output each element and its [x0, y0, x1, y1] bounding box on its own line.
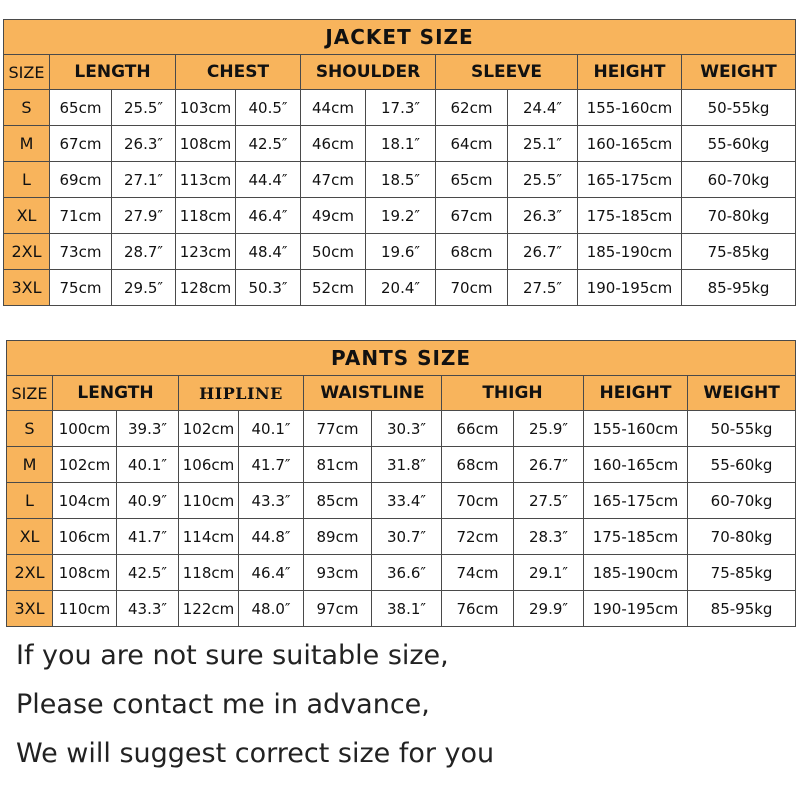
pants-table-row: [7, 483, 796, 519]
jacket-header-shoulder: SHOULDER: [301, 55, 436, 90]
pants-cell-weight: 55-60kg: [688, 447, 796, 483]
jacket-cell-chest-in: 40.5″: [236, 90, 301, 126]
pants-header-length: LENGTH: [53, 376, 179, 411]
jacket-cell-chest-cm: 108cm: [176, 126, 236, 162]
jacket-cell-length-in: 27.9″: [112, 198, 176, 234]
pants-cell-hipline-cm: 114cm: [179, 519, 239, 555]
jacket-cell-sleeve-in: 25.1″: [508, 126, 578, 162]
jacket-cell-weight: 50-55kg: [682, 90, 796, 126]
jacket-cell-shoulder-cm: 44cm: [301, 90, 366, 126]
pants-cell-thigh-cm: 70cm: [442, 483, 514, 519]
pants-cell-length-cm: 110cm: [53, 591, 117, 627]
pants-cell-height: 185-190cm: [584, 555, 688, 591]
jacket-cell-chest-in: 48.4″: [236, 234, 301, 270]
pants-cell-weight: 75-85kg: [688, 555, 796, 591]
pants-size-label: 3XL: [7, 591, 53, 627]
jacket-cell-shoulder-in: 17.3″: [366, 90, 436, 126]
jacket-cell-chest-cm: 103cm: [176, 90, 236, 126]
pants-cell-thigh-cm: 74cm: [442, 555, 514, 591]
pants-cell-waistline-in: 33.4″: [372, 483, 442, 519]
pants-cell-thigh-in: 29.1″: [514, 555, 584, 591]
pants-cell-thigh-cm: 72cm: [442, 519, 514, 555]
pants-cell-waistline-cm: 93cm: [304, 555, 372, 591]
jacket-table-row: [4, 126, 796, 162]
pants-cell-height: 155-160cm: [584, 411, 688, 447]
pants-cell-length-in: 43.3″: [117, 591, 179, 627]
pants-cell-waistline-cm: 97cm: [304, 591, 372, 627]
jacket-cell-height: 155-160cm: [578, 90, 682, 126]
pants-header-thigh: THIGH: [442, 376, 584, 411]
jacket-header-length: LENGTH: [50, 55, 176, 90]
pants-header-size: SIZE: [7, 376, 53, 411]
pants-cell-waistline-cm: 89cm: [304, 519, 372, 555]
pants-cell-hipline-cm: 106cm: [179, 447, 239, 483]
pants-size-label: L: [7, 483, 53, 519]
pants-cell-weight: 60-70kg: [688, 483, 796, 519]
jacket-table-row: [4, 234, 796, 270]
jacket-cell-shoulder-cm: 49cm: [301, 198, 366, 234]
pants-cell-height: 175-185cm: [584, 519, 688, 555]
pants-cell-hipline-in: 48.0″: [239, 591, 304, 627]
pants-size-table: [6, 340, 796, 627]
pants-cell-waistline-cm: 85cm: [304, 483, 372, 519]
pants-cell-length-cm: 106cm: [53, 519, 117, 555]
jacket-cell-length-cm: 73cm: [50, 234, 112, 270]
jacket-cell-chest-cm: 118cm: [176, 198, 236, 234]
pants-cell-weight: 70-80kg: [688, 519, 796, 555]
pants-table-row: [7, 519, 796, 555]
jacket-cell-sleeve-in: 26.3″: [508, 198, 578, 234]
pants-size-label: M: [7, 447, 53, 483]
jacket-header-chest: CHEST: [176, 55, 301, 90]
jacket-cell-sleeve-in: 26.7″: [508, 234, 578, 270]
jacket-cell-length-cm: 65cm: [50, 90, 112, 126]
jacket-cell-length-in: 27.1″: [112, 162, 176, 198]
pants-size-label: S: [7, 411, 53, 447]
pants-cell-length-in: 40.1″: [117, 447, 179, 483]
jacket-cell-length-cm: 69cm: [50, 162, 112, 198]
pants-cell-length-cm: 102cm: [53, 447, 117, 483]
jacket-cell-length-cm: 75cm: [50, 270, 112, 306]
jacket-table-title: JACKET SIZE: [4, 20, 796, 55]
jacket-cell-weight: 75-85kg: [682, 234, 796, 270]
jacket-header-size: SIZE: [4, 55, 50, 90]
pants-cell-hipline-in: 46.4″: [239, 555, 304, 591]
pants-cell-length-cm: 100cm: [53, 411, 117, 447]
pants-cell-waistline-in: 38.1″: [372, 591, 442, 627]
jacket-cell-sleeve-cm: 68cm: [436, 234, 508, 270]
pants-header-waistline: WAISTLINE: [304, 376, 442, 411]
jacket-cell-shoulder-cm: 47cm: [301, 162, 366, 198]
jacket-cell-height: 190-195cm: [578, 270, 682, 306]
pants-cell-length-in: 39.3″: [117, 411, 179, 447]
jacket-size-label: S: [4, 90, 50, 126]
pants-cell-thigh-in: 28.3″: [514, 519, 584, 555]
pants-cell-waistline-in: 31.8″: [372, 447, 442, 483]
pants-cell-waistline-in: 36.6″: [372, 555, 442, 591]
jacket-cell-chest-cm: 113cm: [176, 162, 236, 198]
pants-cell-length-in: 41.7″: [117, 519, 179, 555]
pants-cell-hipline-cm: 110cm: [179, 483, 239, 519]
jacket-cell-height: 165-175cm: [578, 162, 682, 198]
jacket-table-row: [4, 162, 796, 198]
jacket-cell-chest-cm: 123cm: [176, 234, 236, 270]
pants-header-height: HEIGHT: [584, 376, 688, 411]
jacket-cell-sleeve-in: 24.4″: [508, 90, 578, 126]
jacket-cell-shoulder-in: 20.4″: [366, 270, 436, 306]
pants-cell-height: 190-195cm: [584, 591, 688, 627]
pants-header-hipline: HIPLINE: [179, 376, 304, 411]
jacket-header-height: HEIGHT: [578, 55, 682, 90]
pants-table-row: [7, 447, 796, 483]
jacket-cell-sleeve-cm: 62cm: [436, 90, 508, 126]
pants-cell-hipline-in: 40.1″: [239, 411, 304, 447]
jacket-cell-height: 160-165cm: [578, 126, 682, 162]
jacket-cell-sleeve-cm: 67cm: [436, 198, 508, 234]
note-line-1: If you are not sure suitable size,: [16, 640, 449, 671]
jacket-cell-shoulder-in: 18.5″: [366, 162, 436, 198]
pants-cell-waistline-cm: 77cm: [304, 411, 372, 447]
jacket-cell-chest-in: 46.4″: [236, 198, 301, 234]
pants-size-label: 2XL: [7, 555, 53, 591]
jacket-cell-sleeve-in: 25.5″: [508, 162, 578, 198]
pants-cell-height: 165-175cm: [584, 483, 688, 519]
pants-cell-hipline-in: 44.8″: [239, 519, 304, 555]
jacket-table-row: [4, 198, 796, 234]
pants-table-row: [7, 555, 796, 591]
note-line-3: We will suggest correct size for you: [16, 738, 495, 769]
pants-cell-length-cm: 108cm: [53, 555, 117, 591]
pants-header-weight: WEIGHT: [688, 376, 796, 411]
jacket-table-row: [4, 90, 796, 126]
pants-cell-thigh-cm: 66cm: [442, 411, 514, 447]
jacket-cell-shoulder-in: 19.6″: [366, 234, 436, 270]
jacket-cell-weight: 70-80kg: [682, 198, 796, 234]
pants-cell-hipline-in: 41.7″: [239, 447, 304, 483]
pants-cell-weight: 50-55kg: [688, 411, 796, 447]
jacket-cell-weight: 55-60kg: [682, 126, 796, 162]
jacket-header-sleeve: SLEEVE: [436, 55, 578, 90]
pants-cell-length-cm: 104cm: [53, 483, 117, 519]
jacket-cell-length-cm: 71cm: [50, 198, 112, 234]
pants-table-row: [7, 591, 796, 627]
jacket-cell-sleeve-in: 27.5″: [508, 270, 578, 306]
note-line-2: Please contact me in advance,: [16, 689, 430, 720]
jacket-cell-chest-in: 50.3″: [236, 270, 301, 306]
jacket-cell-shoulder-in: 18.1″: [366, 126, 436, 162]
pants-cell-thigh-in: 26.7″: [514, 447, 584, 483]
pants-cell-weight: 85-95kg: [688, 591, 796, 627]
jacket-cell-chest-in: 44.4″: [236, 162, 301, 198]
jacket-size-label: 3XL: [4, 270, 50, 306]
pants-cell-hipline-cm: 122cm: [179, 591, 239, 627]
pants-size-label: XL: [7, 519, 53, 555]
jacket-cell-height: 175-185cm: [578, 198, 682, 234]
pants-cell-thigh-in: 29.9″: [514, 591, 584, 627]
jacket-cell-shoulder-cm: 50cm: [301, 234, 366, 270]
jacket-size-label: L: [4, 162, 50, 198]
jacket-cell-sleeve-cm: 64cm: [436, 126, 508, 162]
jacket-size-table: [3, 19, 796, 306]
jacket-size-label: XL: [4, 198, 50, 234]
pants-cell-waistline-cm: 81cm: [304, 447, 372, 483]
pants-cell-thigh-in: 27.5″: [514, 483, 584, 519]
jacket-cell-sleeve-cm: 70cm: [436, 270, 508, 306]
jacket-cell-length-in: 28.7″: [112, 234, 176, 270]
pants-table-title: PANTS SIZE: [7, 341, 796, 376]
jacket-cell-length-in: 25.5″: [112, 90, 176, 126]
jacket-cell-chest-cm: 128cm: [176, 270, 236, 306]
jacket-cell-shoulder-cm: 52cm: [301, 270, 366, 306]
pants-cell-waistline-in: 30.7″: [372, 519, 442, 555]
pants-cell-hipline-in: 43.3″: [239, 483, 304, 519]
pants-table-row: [7, 411, 796, 447]
pants-cell-hipline-cm: 102cm: [179, 411, 239, 447]
jacket-cell-height: 185-190cm: [578, 234, 682, 270]
pants-cell-thigh-cm: 68cm: [442, 447, 514, 483]
pants-cell-thigh-cm: 76cm: [442, 591, 514, 627]
pants-cell-hipline-cm: 118cm: [179, 555, 239, 591]
pants-cell-thigh-in: 25.9″: [514, 411, 584, 447]
pants-cell-length-in: 40.9″: [117, 483, 179, 519]
jacket-size-label: 2XL: [4, 234, 50, 270]
pants-table-body: [7, 411, 796, 627]
jacket-cell-weight: 85-95kg: [682, 270, 796, 306]
jacket-table-body: [4, 90, 796, 306]
jacket-cell-length-in: 29.5″: [112, 270, 176, 306]
pants-cell-length-in: 42.5″: [117, 555, 179, 591]
jacket-cell-chest-in: 42.5″: [236, 126, 301, 162]
jacket-cell-length-in: 26.3″: [112, 126, 176, 162]
jacket-cell-length-cm: 67cm: [50, 126, 112, 162]
jacket-table-row: [4, 270, 796, 306]
jacket-cell-shoulder-cm: 46cm: [301, 126, 366, 162]
jacket-cell-weight: 60-70kg: [682, 162, 796, 198]
jacket-cell-shoulder-in: 19.2″: [366, 198, 436, 234]
jacket-header-weight: WEIGHT: [682, 55, 796, 90]
jacket-size-label: M: [4, 126, 50, 162]
pants-cell-waistline-in: 30.3″: [372, 411, 442, 447]
pants-cell-height: 160-165cm: [584, 447, 688, 483]
jacket-cell-sleeve-cm: 65cm: [436, 162, 508, 198]
